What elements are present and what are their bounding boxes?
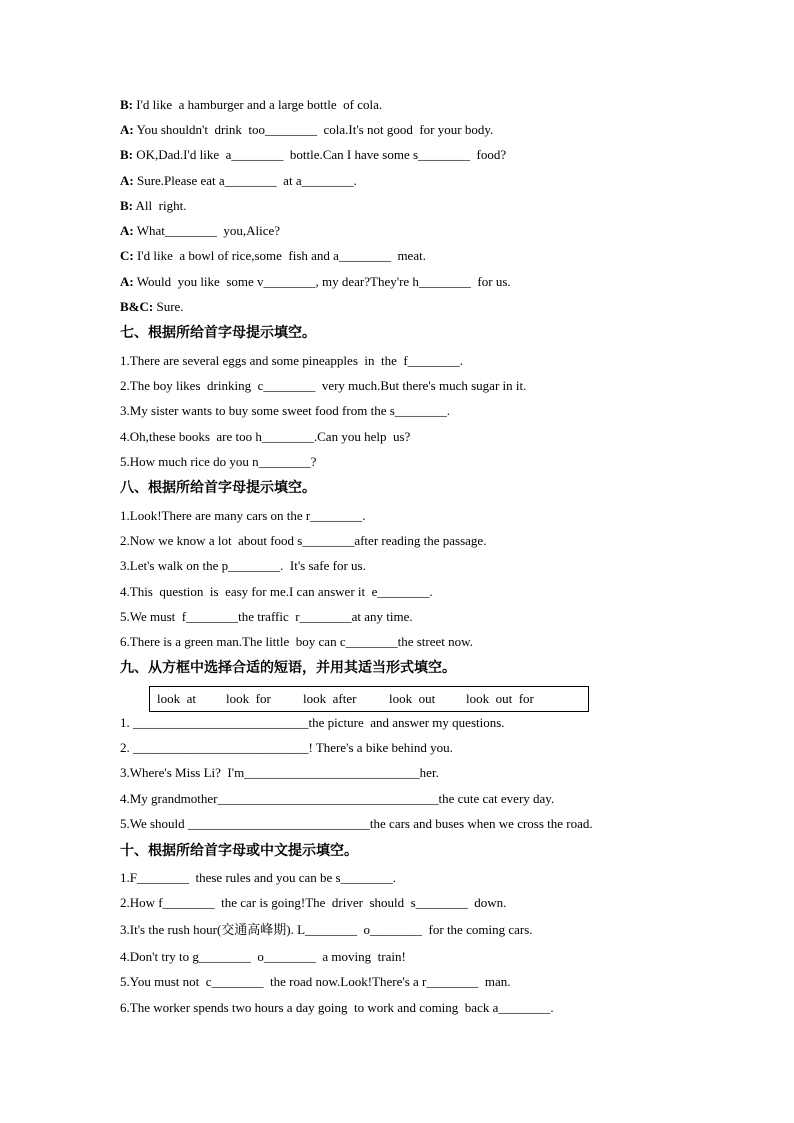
speaker-label: B: [120, 147, 133, 162]
dialogue-line [120, 97, 382, 113]
dialogue-line [120, 223, 280, 239]
question-item: 5.You must not c________ the road now.Look!There's a r________ man. [120, 974, 511, 989]
dialogue-text: OK,Dad.I'd like a________ bottle.Can I have some s________ food? [133, 147, 507, 162]
phrase-box [149, 686, 589, 712]
question-item: 4.Oh,these books are too h________.Can you help us? [120, 429, 411, 444]
question-item: 2. ___________________________! There's a bike behind you. [120, 740, 453, 755]
phrase-option: look at [157, 691, 196, 706]
question-item: 3.It's the rush hour(交通高峰期). L________ o________ for the coming cars. [120, 922, 533, 937]
phrase-option: look out [389, 691, 436, 706]
dialogue-text: I'd like a bowl of rice,some fish and a________ meat. [133, 248, 426, 263]
question-item: 2.How f________ the car is going!The driver should s________ down. [120, 895, 507, 910]
question-item: 5.How much rice do you n________? [120, 454, 317, 469]
question-item: 6.The worker spends two hours a day going to work and coming back a________. [120, 1000, 554, 1015]
speaker-label: B: [120, 198, 133, 213]
phrase-option: look out for [466, 691, 534, 706]
question-item: 4.Don't try to g________ o________ a moving train! [120, 949, 406, 964]
speaker-label: A: [120, 223, 134, 238]
dialogue-line [120, 147, 506, 163]
question-item: 3.Let's walk on the p________. It's safe for us. [120, 558, 366, 573]
question-item: 3.Where's Miss Li? I'm___________________________her. [120, 765, 439, 780]
speaker-label: B&C: [120, 299, 154, 314]
question-item: 6.There is a green man.The little boy can c________the street now. [120, 634, 473, 649]
question-item: 2.The boy likes drinking c________ very much.But there's much sugar in it. [120, 378, 527, 393]
dialogue-text: Would you like some v________, my dear?They're h________ for us. [133, 274, 511, 289]
dialogue-line [120, 173, 357, 189]
question-item: 4.My grandmother__________________________________the cute cat every day. [120, 791, 555, 806]
speaker-label: C: [120, 248, 134, 263]
dialogue-text: What________ you,Alice? [133, 223, 281, 238]
phrase-option: look after [303, 691, 357, 706]
speaker-label: A: [120, 274, 134, 289]
section-heading: 十、根据所给首字母或中文提示填空。 [120, 843, 358, 859]
question-item: 1.F________ these rules and you can be s________. [120, 870, 396, 885]
speaker-label: A: [120, 173, 134, 188]
question-item: 4.This question is easy for me.I can answer it e________. [120, 584, 433, 599]
question-item: 1.There are several eggs and some pineapples in the f________. [120, 353, 463, 368]
question-item: 1. ___________________________the picture and answer my questions. [120, 715, 505, 730]
section-heading: 七、根据所给首字母提示填空。 [120, 325, 316, 341]
section-heading: 八、根据所给首字母提示填空。 [120, 480, 316, 496]
section-heading: 九、从方框中选择合适的短语，并用其适当形式填空。 [120, 660, 456, 676]
dialogue-text: Sure. [153, 299, 184, 314]
dialogue-line [120, 248, 426, 264]
dialogue-line [120, 198, 186, 214]
question-item: 1.Look!There are many cars on the r________. [120, 508, 366, 523]
dialogue-text: You shouldn't drink too________ cola.It's not good for your body. [133, 122, 494, 137]
speaker-label: A: [120, 122, 134, 137]
dialogue-line [120, 274, 511, 290]
question-item: 2.Now we know a lot about food s________after reading the passage. [120, 533, 487, 548]
phrase-option: look for [226, 691, 271, 706]
dialogue-text: All right. [133, 198, 187, 213]
dialogue-text: Sure.Please eat a________ at a________. [133, 173, 357, 188]
question-item: 5.We should ____________________________the cars and buses when we cross the road. [120, 816, 593, 831]
speaker-label: B: [120, 97, 133, 112]
dialogue-line [120, 122, 493, 138]
question-item: 5.We must f________the traffic r________at any time. [120, 609, 413, 624]
question-item: 3.My sister wants to buy some sweet food from the s________. [120, 403, 451, 418]
dialogue-line [120, 299, 184, 315]
dialogue-text: I'd like a hamburger and a large bottle of cola. [133, 97, 383, 112]
